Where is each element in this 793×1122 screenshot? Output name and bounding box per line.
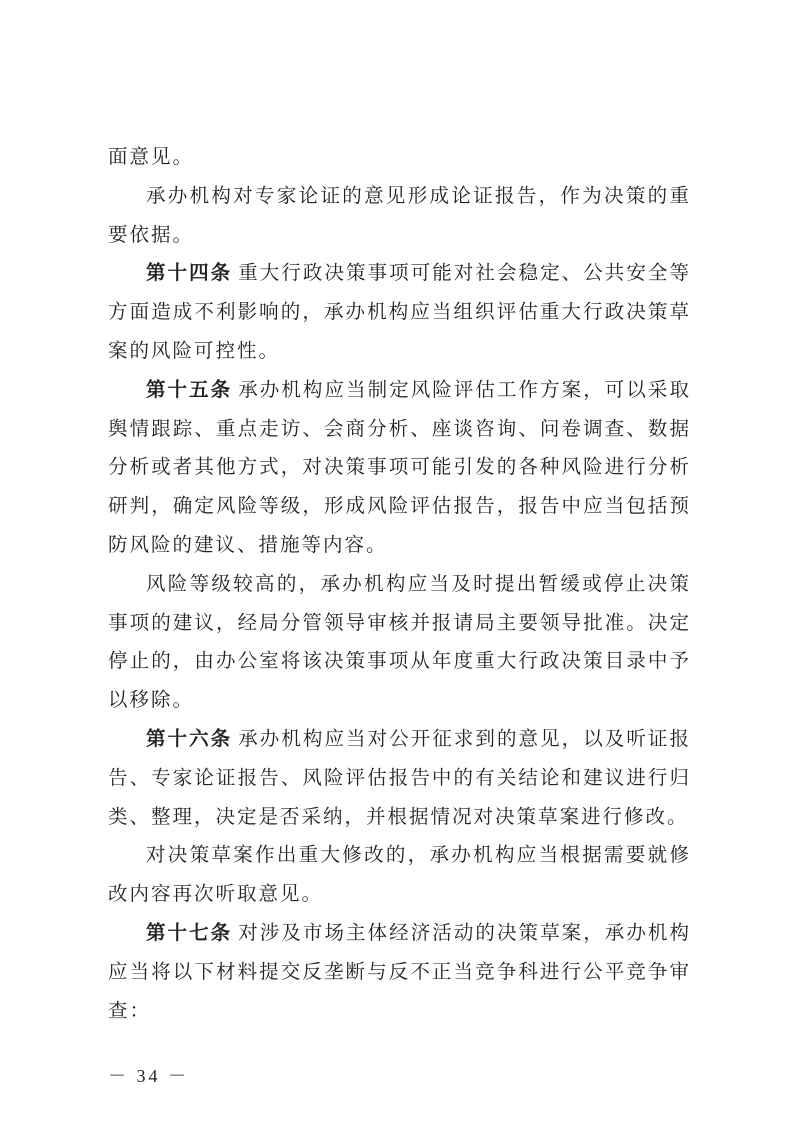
line-text: 对涉及市场主体经济活动的决策草案，承办机构 xyxy=(238,920,691,944)
article-paragraph xyxy=(108,720,691,836)
line-text: 停止的，由办公室将该决策事项从年度重大行政决策目录中予 xyxy=(108,649,691,673)
text-line xyxy=(108,293,691,332)
line-text: 重大行政决策事项可能对社会稳定、公共安全等 xyxy=(238,261,691,285)
article-heading: 第十六条 xyxy=(146,726,233,750)
line-text: 面意见。 xyxy=(108,145,195,168)
text-line xyxy=(108,138,691,177)
text-line xyxy=(108,642,691,681)
line-text: 事项的建议，经局分管领导审核并报请局主要领导批准。决定 xyxy=(108,610,691,634)
line-text: 分析或者其他方式，对决策事项可能引发的各种风险进行分析 xyxy=(108,455,691,479)
line-text: 承办机构应当制定风险评估工作方案，可以采取 xyxy=(238,377,691,401)
line-text: 以移除。 xyxy=(108,688,195,712)
line-text: 方面造成不利影响的，承办机构应当组织评估重大行政决策草 xyxy=(108,300,691,324)
text-line xyxy=(108,410,691,449)
text-line xyxy=(108,216,691,255)
page-number: － 34 － xyxy=(108,1066,189,1086)
line-text: 类、整理，决定是否采纳，并根据情况对决策草案进行修改。 xyxy=(108,804,689,828)
line-text: 舆情跟踪、重点走访、会商分析、座谈咨询、问卷调查、数据 xyxy=(108,416,691,440)
paragraph xyxy=(108,565,691,720)
text-line xyxy=(108,371,691,410)
text-line xyxy=(108,254,691,293)
line-text: 应当将以下材料提交反垄断与反不正当竞争科进行公平竞争审 xyxy=(108,959,691,983)
article-paragraph xyxy=(108,254,691,370)
paragraph xyxy=(108,138,691,177)
line-text: 查： xyxy=(108,998,152,1022)
line-text: 告、专家论证报告、风险评估报告中的有关结论和建议进行归 xyxy=(108,765,691,789)
line-text: 案的风险可控性。 xyxy=(108,338,281,362)
article-heading: 第十七条 xyxy=(146,920,233,944)
article-paragraph xyxy=(108,914,691,1030)
text-line xyxy=(108,681,691,720)
document-body xyxy=(108,138,691,1030)
line-text: 承办机构对专家论证的意见形成论证报告，作为决策的重 xyxy=(146,183,691,207)
text-line xyxy=(108,798,691,837)
line-text: 研判，确定风险等级，形成风险评估报告，报告中应当包括预 xyxy=(108,494,691,518)
text-line xyxy=(108,759,691,798)
text-line xyxy=(108,992,691,1031)
text-line xyxy=(108,836,691,875)
text-line xyxy=(108,332,691,371)
text-line xyxy=(108,177,691,216)
text-line xyxy=(108,720,691,759)
paragraph xyxy=(108,177,691,255)
line-text: 风险等级较高的，承办机构应当及时提出暂缓或停止决策 xyxy=(146,571,691,595)
text-line xyxy=(108,604,691,643)
text-line xyxy=(108,914,691,953)
article-paragraph xyxy=(108,371,691,565)
line-text: 要依据。 xyxy=(108,222,195,246)
article-heading: 第十五条 xyxy=(146,377,233,401)
line-text: 承办机构应当对公开征求到的意见，以及听证报 xyxy=(238,726,691,750)
text-line xyxy=(108,565,691,604)
paragraph xyxy=(108,836,691,914)
line-text: 对决策草案作出重大修改的，承办机构应当根据需要就修 xyxy=(146,843,691,867)
text-line xyxy=(108,953,691,992)
text-line xyxy=(108,875,691,914)
text-line xyxy=(108,526,691,565)
article-heading: 第十四条 xyxy=(146,261,233,285)
text-line xyxy=(108,487,691,526)
line-text: 改内容再次听取意见。 xyxy=(108,882,324,906)
line-text: 防风险的建议、措施等内容。 xyxy=(108,532,388,556)
text-line xyxy=(108,448,691,487)
